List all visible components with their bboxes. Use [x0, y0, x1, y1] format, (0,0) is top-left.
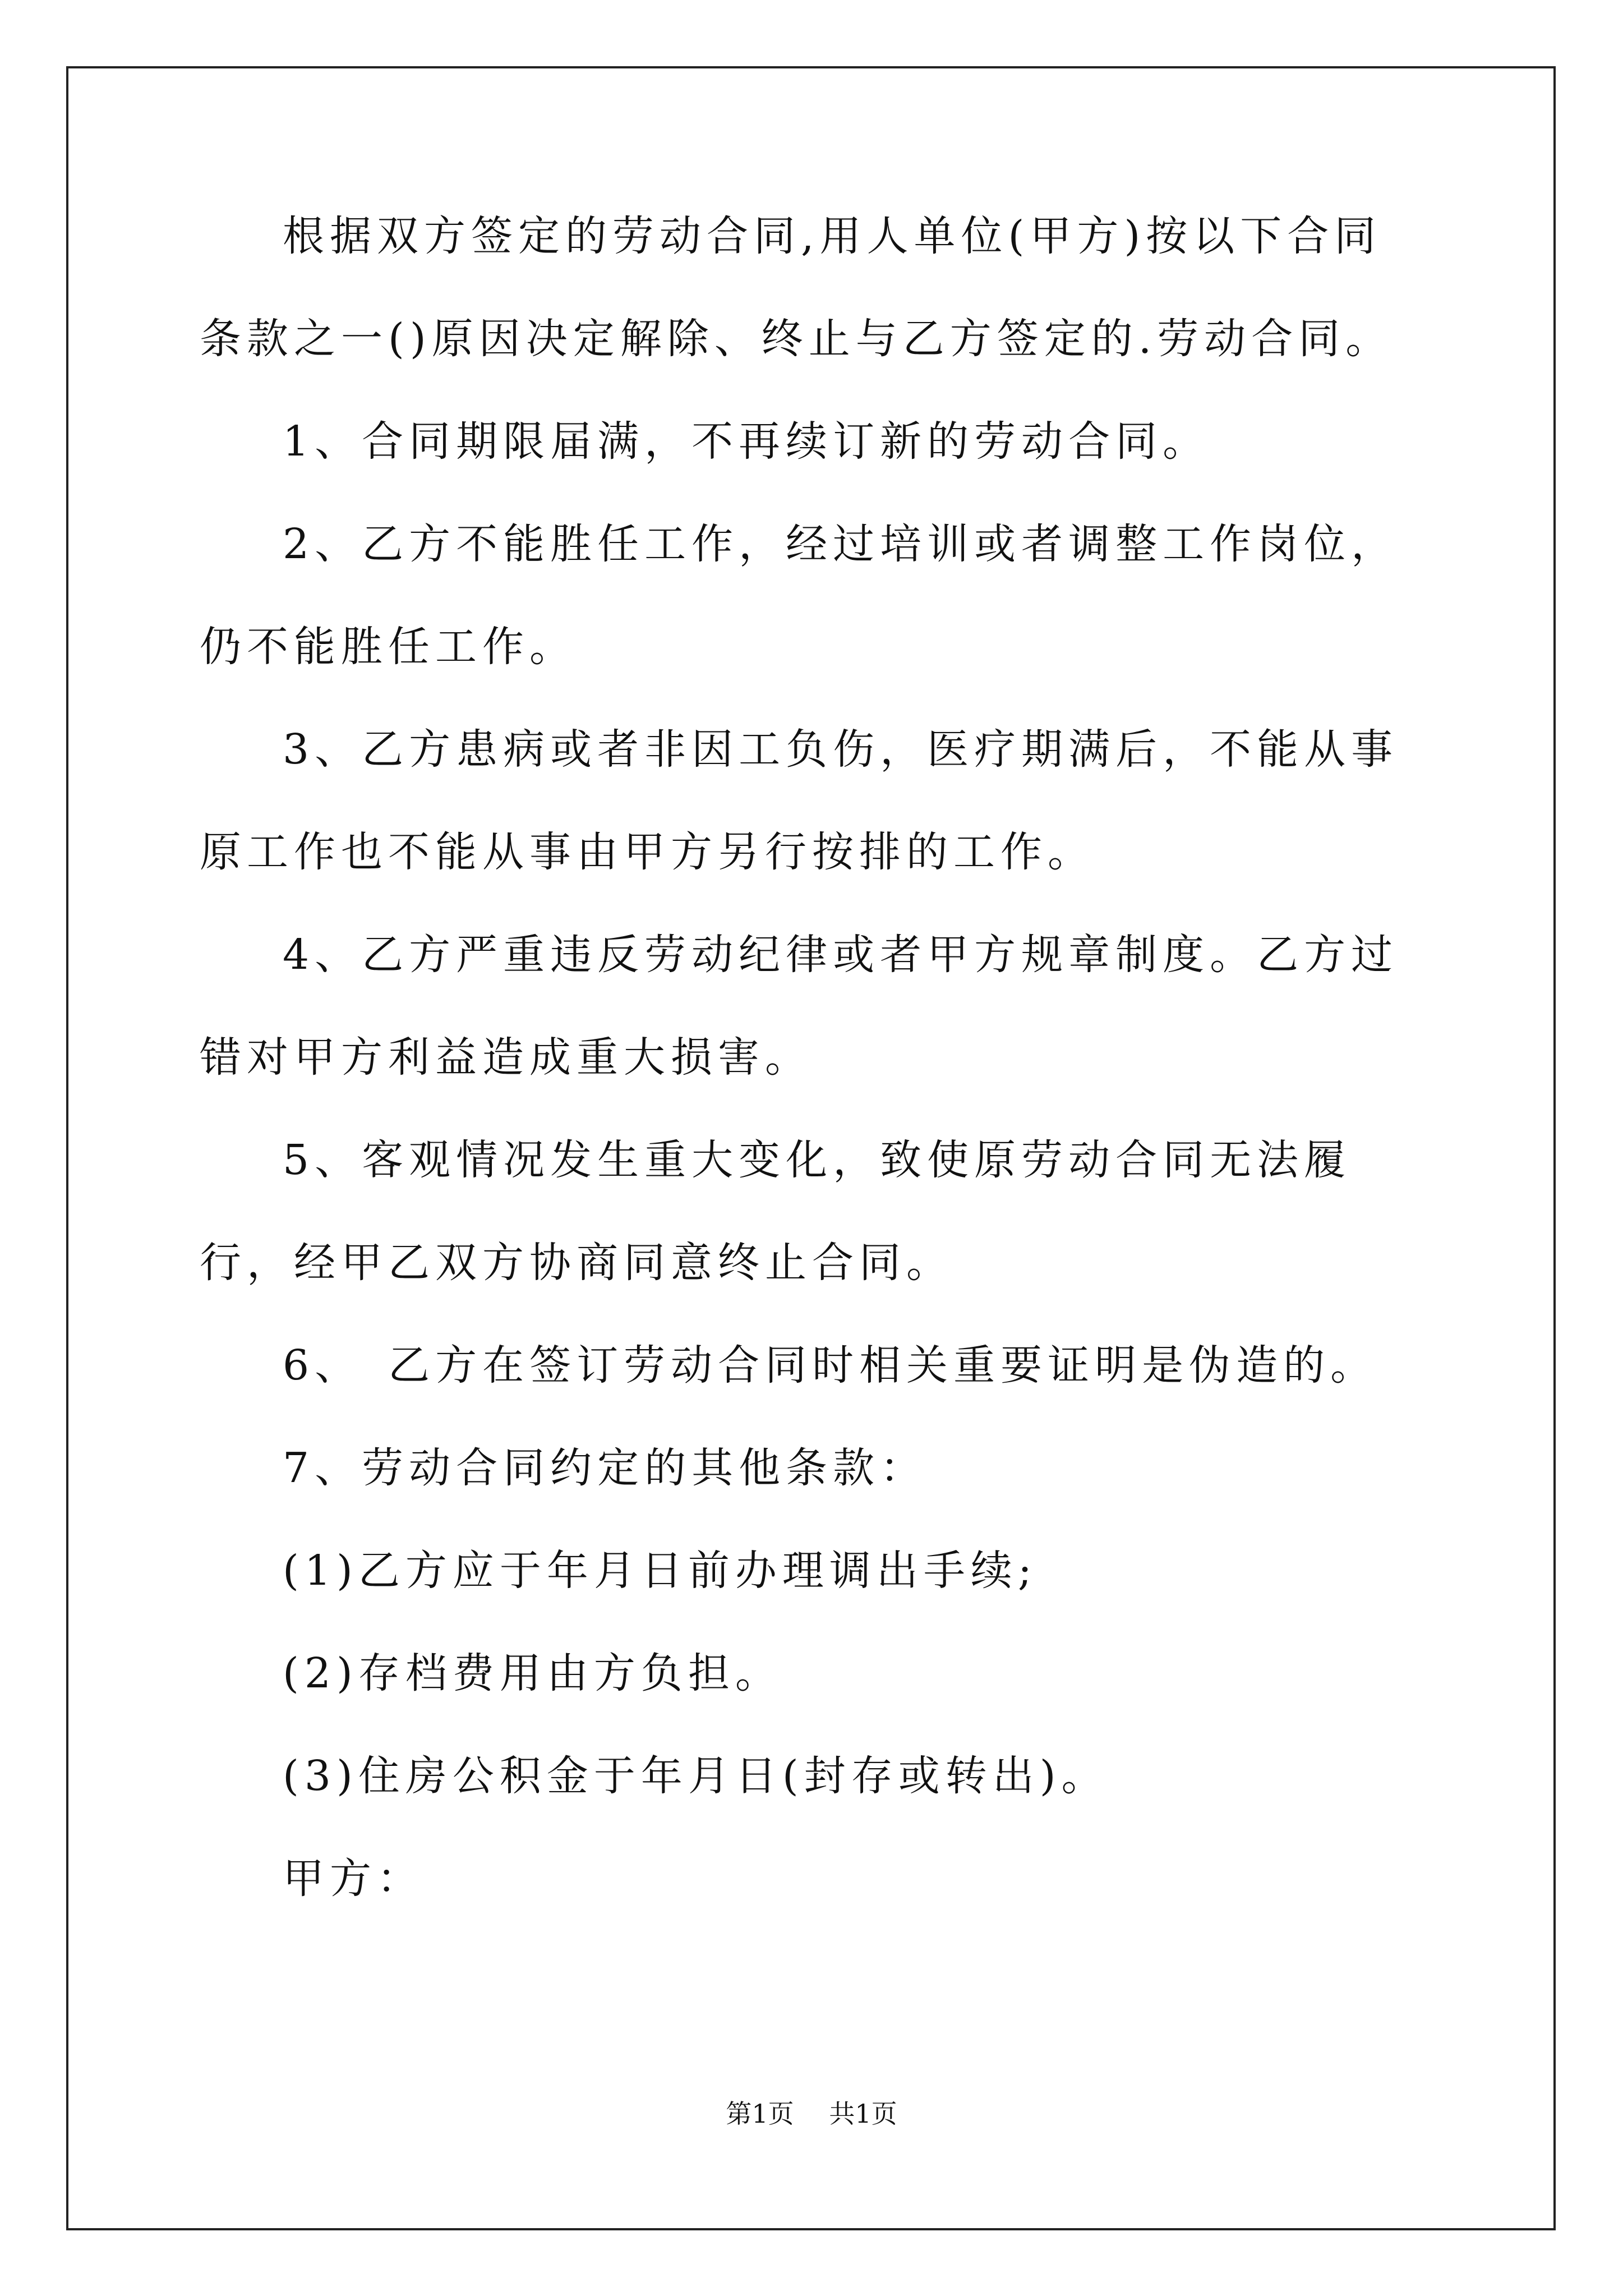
- paragraph-clause-1: 1、合同期限届满，不再续订新的劳动合同。: [283, 417, 1210, 466]
- paragraph-clause-7: 7、劳动合同约定的其他条款：: [283, 1444, 928, 1492]
- paragraph-clause-5: 5、客观情况发生重大变化，致使原劳动合同无法履行，经甲乙双方协商同意终止合同。: [200, 1136, 1352, 1287]
- paragraph-clause-3: 3、乙方患病或者非因工负伤，医疗期满后，不能从事原工作也不能从事由甲方另行按排的工作。: [200, 725, 1399, 876]
- paragraph-clause-2: 2、乙方不能胜任工作，经过培训或者调整工作岗位，仍不能胜任工作。: [200, 520, 1399, 671]
- paragraph-subclause-1: (1)乙方应于年月日前办理调出手续;: [283, 1547, 1038, 1595]
- paragraph-intro: 根据双方签定的劳动合同,用人单位(甲方)按以下合同条款之一()原因决定解除、终止与乙方签定的.劳动合同。: [200, 212, 1393, 363]
- paragraph-subclause-2: (2)存档费用由方负担。: [283, 1649, 782, 1697]
- paragraph-subclause-3: (3)住房公积金于年月日(封存或转出)。: [283, 1752, 1109, 1800]
- document-body: [200, 185, 1428, 1930]
- paragraph-party-a: 甲方：: [283, 1855, 424, 1903]
- page-footer: [0, 2097, 1623, 2131]
- page-number-total: 共1页: [829, 2099, 897, 2129]
- paragraph-clause-6: 6、 乙方在签订劳动合同时相关重要证明是伪造的。: [283, 1341, 1378, 1389]
- page-number-current: 第1页: [726, 2099, 794, 2129]
- paragraph-clause-4: 4、乙方严重违反劳动纪律或者甲方规章制度。乙方过错对甲方利益造成重大损害。: [200, 931, 1399, 1082]
